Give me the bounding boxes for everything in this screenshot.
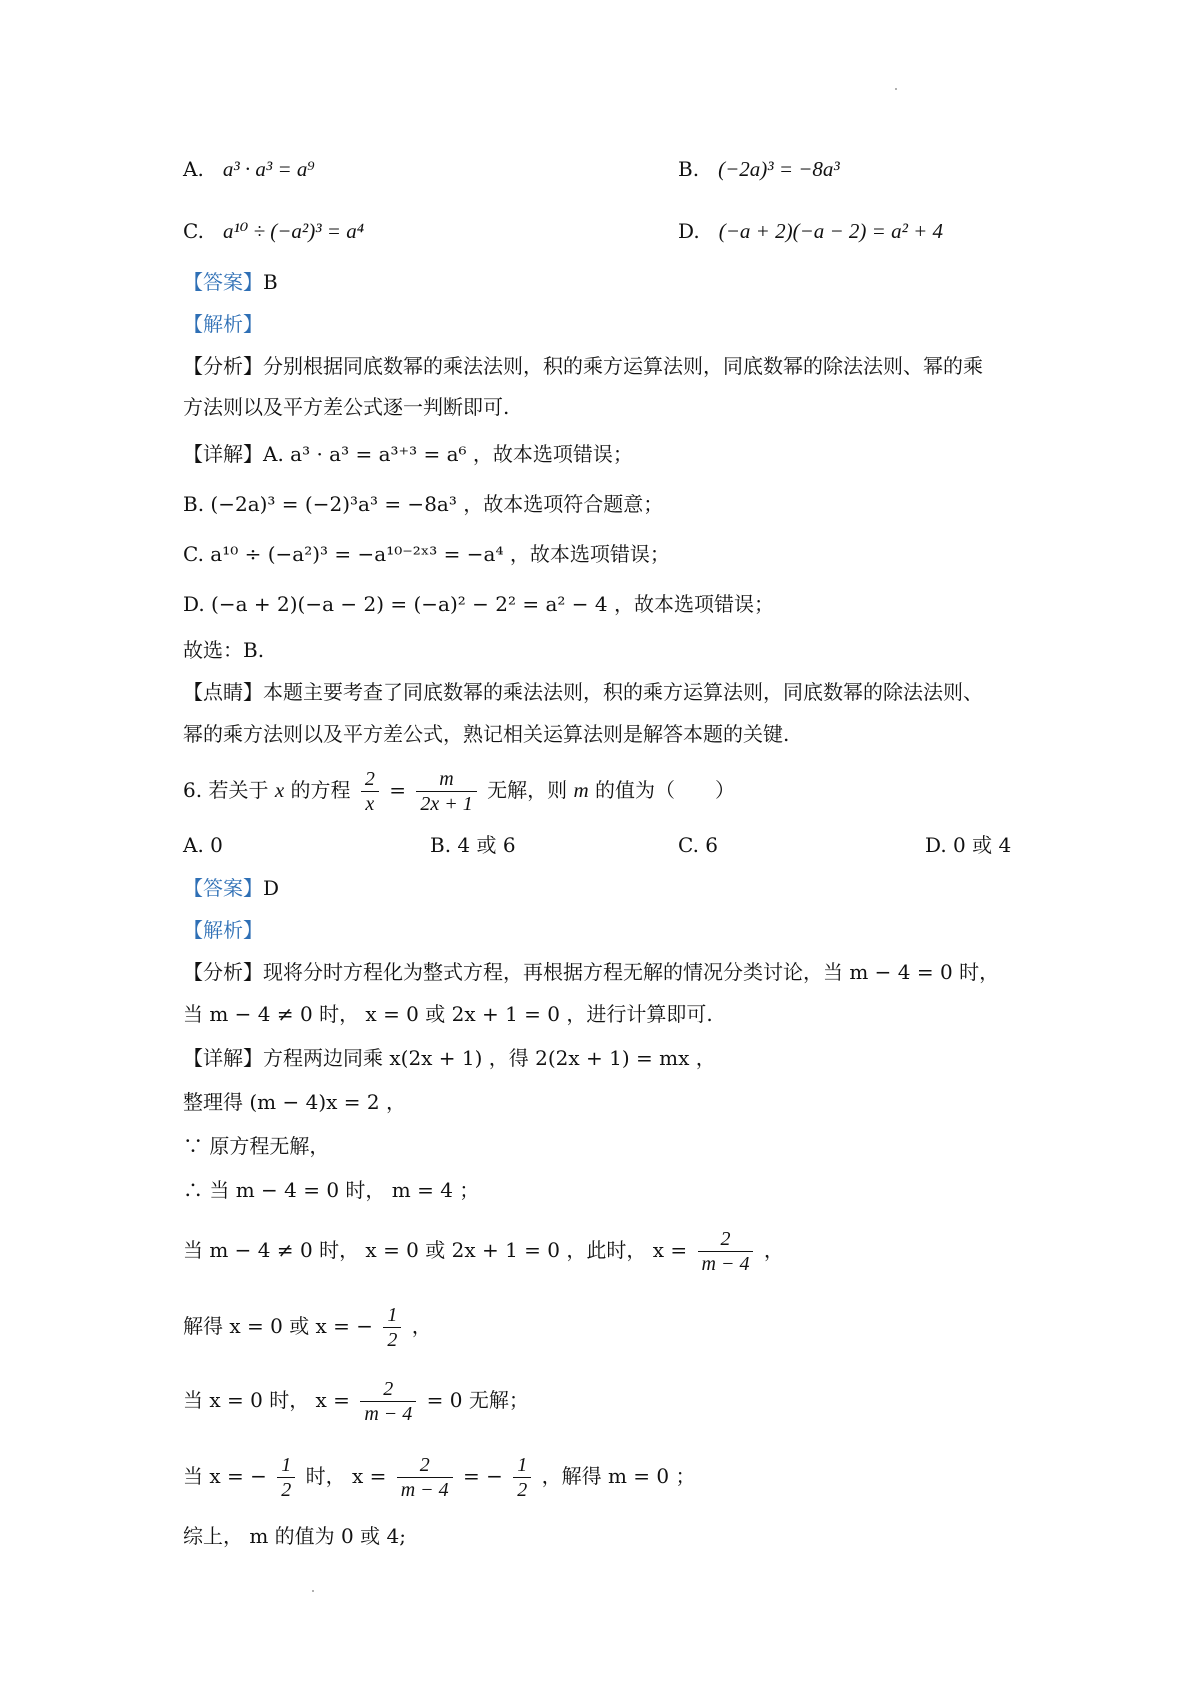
option-formula: (−2a)³ = −8a³ <box>718 157 840 181</box>
fraction-den: 2 <box>387 1329 398 1351</box>
q6-step-9: 综上， m 的值为 0 或 4; <box>183 1524 406 1548</box>
q6-option-b: B. 4 或 6 <box>430 833 516 857</box>
answer-value: D <box>263 876 280 900</box>
q5-dianjing <box>183 678 983 706</box>
step-text: ，解得 m = 0 ； <box>541 1464 696 1488</box>
q6-answer <box>183 874 279 902</box>
xiangjie-text: A. a³ · a³ = a³⁺³ = a⁶ ，故本选项错误； <box>263 442 633 466</box>
fraction-den: m − 4 <box>701 1253 750 1275</box>
step-text: 解得 x = 0 或 x = − <box>183 1314 374 1338</box>
q6-step-6 <box>183 1298 432 1354</box>
answer-tag: 【答案】 <box>183 876 263 900</box>
q5-option-a <box>183 154 315 184</box>
step-text: ， <box>411 1314 432 1338</box>
stem-text: 的值为（ ） <box>594 778 735 802</box>
fraction-den: 2 <box>281 1479 292 1501</box>
q6-xiangjie <box>183 1044 716 1072</box>
step-text: = 0 无解； <box>426 1388 529 1412</box>
stem-text: 无解，则 <box>487 778 568 802</box>
fraction-num: 2 <box>698 1227 754 1252</box>
stem-var: x <box>274 778 285 802</box>
q6-option-d: D. 0 或 4 <box>925 833 1012 857</box>
fraction <box>361 767 379 816</box>
q5-fenxi <box>183 352 983 380</box>
step-text: 当 m − 4 ≠ 0 时， x = 0 或 2x + 1 = 0 ，此时， x = <box>183 1238 688 1262</box>
stem-var: m <box>573 778 589 802</box>
step-text: 当 x = 0 时， x = <box>183 1388 350 1412</box>
q5-option-b <box>678 154 840 184</box>
fraction-den: x <box>365 793 375 815</box>
fraction <box>416 767 476 816</box>
stem-text: 的方程 <box>290 778 351 802</box>
dianjing-text: 本题主要考查了同底数幂的乘法法则，积的乘方运算法则，同底数幂的除法法则、 <box>263 680 983 704</box>
stem-text: 6. 若关于 <box>183 778 269 802</box>
option-label: D. <box>678 219 700 243</box>
dianjing-tag: 【点睛】 <box>183 680 263 704</box>
q6-option-c: C. 6 <box>678 833 719 857</box>
q6-step-2: 整理得 (m − 4)x = 2 ， <box>183 1090 406 1114</box>
scan-speck <box>312 1590 314 1592</box>
xiangjie-tag: 【详解】 <box>183 442 263 466</box>
q6-step-3: ∵ 原方程无解， <box>183 1134 330 1158</box>
fenxi-tag: 【分析】 <box>183 960 263 984</box>
xiangjie-text: 方程两边同乘 x(2x + 1) ，得 2(2x + 1) = mx ， <box>263 1046 716 1070</box>
q5-dianjing-cont: 幂的乘方法则以及平方差公式，熟记相关运算法则是解答本题的关键. <box>183 722 790 746</box>
fraction-num: 2 <box>397 1453 453 1478</box>
q5-xiangjie-a <box>183 440 633 468</box>
q5-answer <box>183 268 278 296</box>
fraction <box>383 1303 401 1352</box>
fraction-den: 2 <box>517 1479 528 1501</box>
option-label: B. <box>678 157 700 181</box>
fraction <box>698 1227 754 1276</box>
q6-step-7 <box>183 1372 529 1428</box>
fraction-den: m − 4 <box>400 1479 449 1501</box>
q6-fenxi <box>183 958 999 986</box>
answer-value: B <box>263 270 278 294</box>
q5-option-d <box>678 216 943 246</box>
fenxi-text: 分别根据同底数幂的乘法法则，积的乘方运算法则，同底数幂的除法法则、幂的乘 <box>263 354 983 378</box>
fraction <box>397 1453 453 1502</box>
q5-guxuan: 故选：B. <box>183 638 265 662</box>
fraction-num: 1 <box>513 1453 531 1478</box>
fraction <box>360 1377 416 1426</box>
q5-xiangjie-b: B. (−2a)³ = (−2)³a³ = −8a³ ，故本选项符合题意； <box>183 492 664 516</box>
q5-xiangjie-d: D. (−a + 2)(−a − 2) = (−a)² − 2² = a² − 4 ，故本选项错误； <box>183 592 774 616</box>
step-text: ， <box>763 1238 784 1262</box>
option-label: A. <box>183 157 204 181</box>
q5-analysis-tag: 【解析】 <box>183 312 263 336</box>
fraction-den: 2x + 1 <box>420 793 473 815</box>
q6-option-a: A. 0 <box>183 833 223 857</box>
q5-xiangjie-c: C. a¹⁰ ÷ (−a²)³ = −a¹⁰⁻²ˣ³ = −a⁴ ，故本选项错误； <box>183 542 670 566</box>
fenxi-tag: 【分析】 <box>183 354 263 378</box>
xiangjie-tag: 【详解】 <box>183 1046 263 1070</box>
fraction-den: m − 4 <box>364 1403 413 1425</box>
q6-step-5 <box>183 1222 784 1278</box>
answer-tag: 【答案】 <box>183 270 263 294</box>
option-label: C. <box>183 219 204 243</box>
option-formula: a¹⁰ ÷ (−a²)³ = a⁴ <box>223 219 364 243</box>
fraction-num: 1 <box>277 1453 295 1478</box>
option-formula: (−a + 2)(−a − 2) = a² + 4 <box>718 219 944 243</box>
fraction <box>513 1453 531 1502</box>
fraction <box>277 1453 295 1502</box>
fenxi-text: 现将分时方程化为整式方程，再根据方程无解的情况分类讨论，当 m − 4 = 0 时， <box>263 960 1000 984</box>
q6-fenxi-cont: 当 m − 4 ≠ 0 时， x = 0 或 2x + 1 = 0 ，进行计算即可. <box>183 1002 713 1026</box>
fraction-num: 2 <box>360 1377 416 1402</box>
step-text: = − <box>463 1464 503 1488</box>
q6-analysis-tag: 【解析】 <box>183 918 263 942</box>
fraction-num: 2 <box>361 767 379 792</box>
option-formula: a³ · a³ = a⁹ <box>222 157 315 181</box>
q5-fenxi-cont: 方法则以及平方差公式逐一判断即可. <box>183 395 510 419</box>
scan-speck <box>895 88 897 90</box>
fraction-num: m <box>416 767 476 792</box>
equals-sign: = <box>389 778 406 802</box>
q6-stem <box>183 762 735 818</box>
fraction-num: 1 <box>383 1303 401 1328</box>
q6-step-8 <box>183 1448 696 1504</box>
q5-option-c <box>183 216 364 246</box>
step-text: 时， x = <box>305 1464 387 1488</box>
step-text: 当 x = − <box>183 1464 267 1488</box>
q6-step-4: ∴ 当 m − 4 = 0 时， m = 4 ； <box>183 1178 480 1202</box>
